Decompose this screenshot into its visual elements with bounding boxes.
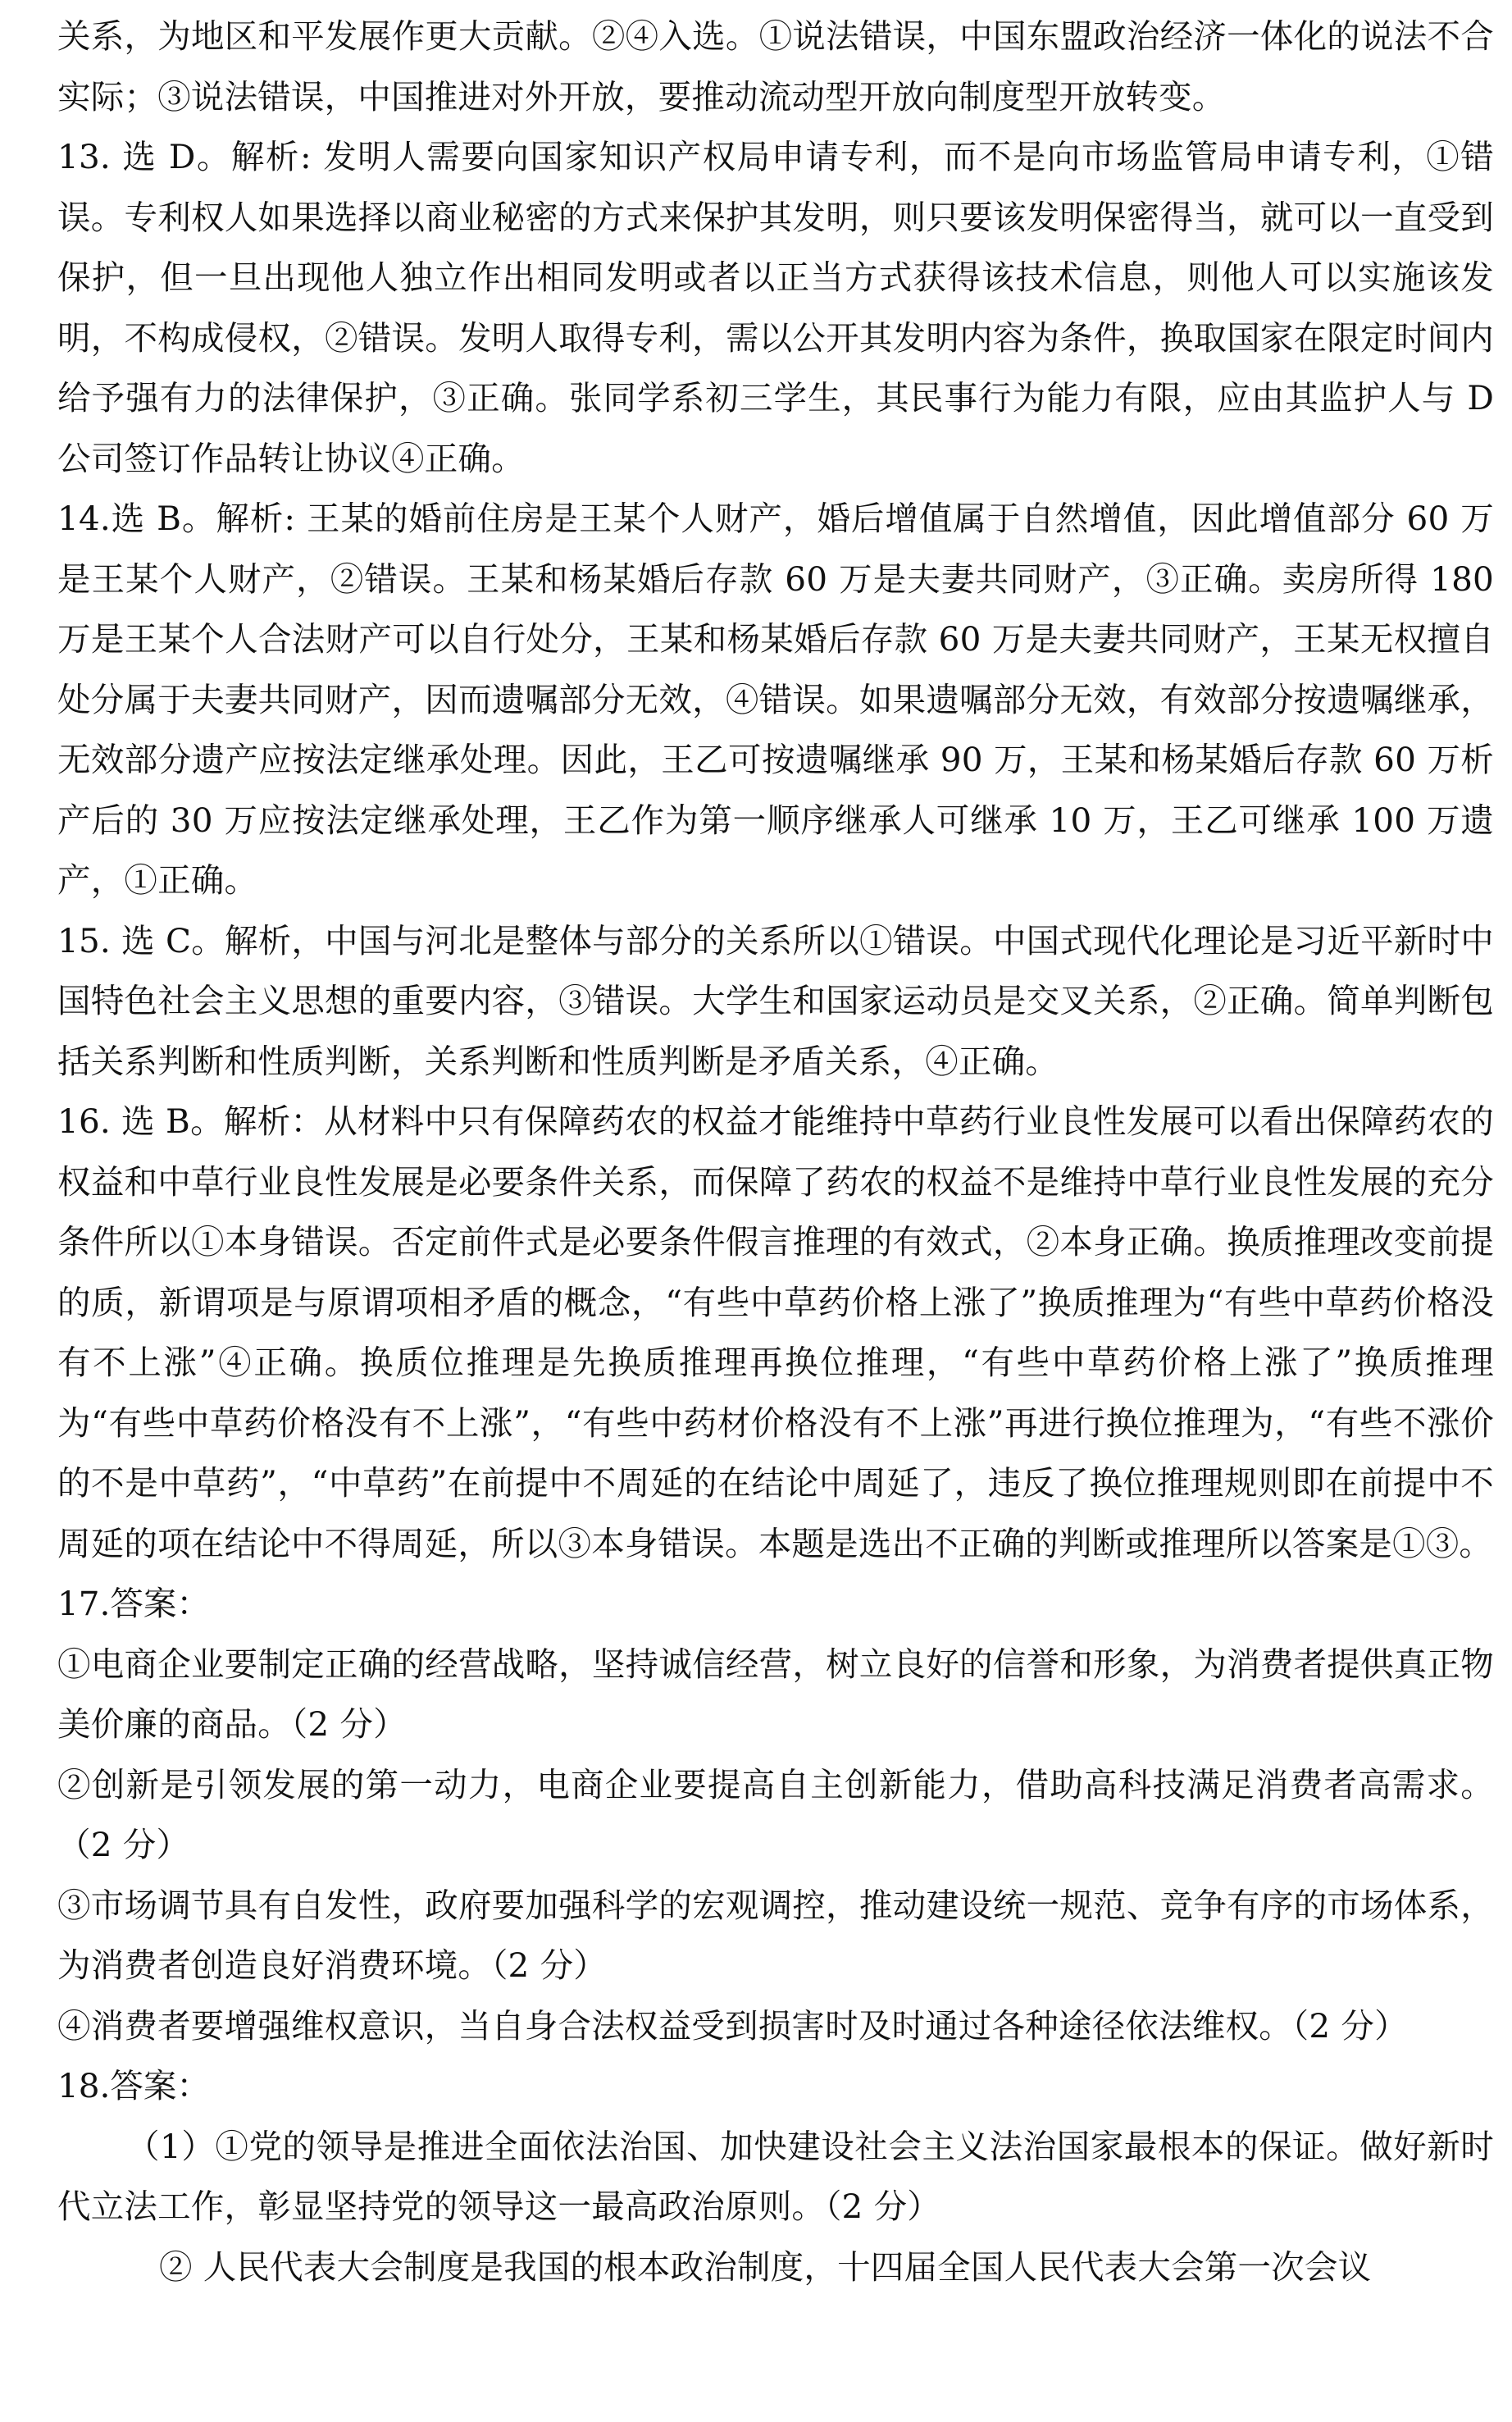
answer-17-point-4: ④消费者要增强维权意识，当自身合法权益受到损害时及时通过各种途径依法维权。（2 分） xyxy=(57,2005,1408,2046)
answer-17-point-1: ①电商企业要制定正确的经营战略，坚持诚信经营，树立良好的信誉和形象，为消费者提供真正物美价廉的商品。（2 分） xyxy=(57,1644,1494,1744)
answer-17-point-3: ③市场调节具有自发性，政府要加强科学的宏观调控，推动建设统一规范、竞争有序的市场体系，为消费者创造良好消费环境。（2 分） xyxy=(57,1885,1494,1985)
answer-17-point-2: ②创新是引领发展的第一动力，电商企业要提高自主创新能力，借助高科技满足消费者高需求。（2 分） xyxy=(57,1764,1494,1864)
answer-18-point-1: （1）①党的领导是推进全面依法治国、加快建设社会主义法治国家最根本的保证。做好新时代立法工作，彰显坚持党的领导这一最高政治原则。（2 分） xyxy=(57,2126,1494,2226)
answer-15-paragraph: 15. 选 C。解析，中国与河北是整体与部分的关系所以①错误。中国式现代化理论是习近平新时中国特色社会主义思想的重要内容，③错误。大学生和国家运动员是交叉关系，②正确。简单判断包括关系判断和性质判断，关系判断和性质判断是矛盾关系，④正确。 xyxy=(57,920,1494,1081)
answer-16-paragraph: 16. 选 B。解析：从材料中只有保障药农的权益才能维持中草药行业良性发展可以看出保障药农的权益和中草行业良性发展是必要条件关系，而保障了药农的权益不是维持中草行业良性发展的充分条件所以①本身错误。否定前件式是必要条件假言推理的有效式，②本身正确。换质推理改变前提的质，新谓项是与原谓项相矛盾的概念，“有些中草药价格上涨了”换质推理为“有些中草药价格没有不上涨”④正确。换质位推理是先换质推理再换位推理，“有些中草药价格上涨了”换质推理为“有些中草药价格没有不上涨”，“有些中药材价格没有不上涨”再进行换位推理为，“有些不涨价的不是中草药”，“中草药”在前提中不周延的在结论中周延了，违反了换位推理规则即在前提中不周延的项在结论中不得周延，所以③本身错误。本题是选出不正确的判断或推理所以答案是①③。 xyxy=(57,1102,1494,1563)
answer-document xyxy=(57,7,1494,2297)
answer-14-paragraph: 14.选 B。解析: 王某的婚前住房是王某个人财产，婚后增值属于自然增值，因此增值部分 60 万是王某个人财产，②错误。王某和杨某婚后存款 60 万是夫妻共同财产，③正确。卖房所得 180 万是王某个人合法财产可以自行处分，王某和杨某婚后存款 60 万是夫妻共同财产，王某无权擅自处分属于夫妻共同财产，因而遗嘱部分无效，④错误。如果遗嘱部分无效，有效部分按遗嘱继承，无效部分遗产应按法定继承处理。因此，王乙可按遗嘱继承 90 万，王某和杨某婚后存款 60 万析产后的 30 万应按法定继承处理，王乙作为第一顺序继承人可继承 10 万，王乙可继承 100 万遗产，①正确。 xyxy=(57,499,1494,900)
answer-18-heading: 18.答案： xyxy=(57,2066,210,2105)
answer-17-heading: 17.答案： xyxy=(57,1584,210,1623)
answer-18-point-2: ② 人民代表大会制度是我国的根本政治制度，十四届全国人民代表大会第一次会议 xyxy=(159,2246,1372,2287)
answer-13-paragraph: 13. 选 D。解析: 发明人需要向国家知识产权局申请专利，而不是向市场监管局申请专利，①错误。专利权人如果选择以商业秘密的方式来保护其发明，则只要该发明保密得当，就可以一直受到保护，但一旦出现他人独立作出相同发明或者以正当方式获得该技术信息，则他人可以实施该发明，不构成侵权，②错误。发明人取得专利，需以公开其发明内容为条件，换取国家在限定时间内给予强有力的法律保护，③正确。张同学系初三学生，其民事行为能力有限，应由其监护人与 D 公司签订作品转让协议④正确。 xyxy=(57,137,1494,478)
continued-answer-paragraph: 关系，为地区和平发展作更大贡献。②④入选。①说法错误，中国东盟政治经济一体化的说法不合实际；③说法错误，中国推进对外开放，要推动流动型开放向制度型开放转变。 xyxy=(57,16,1494,116)
